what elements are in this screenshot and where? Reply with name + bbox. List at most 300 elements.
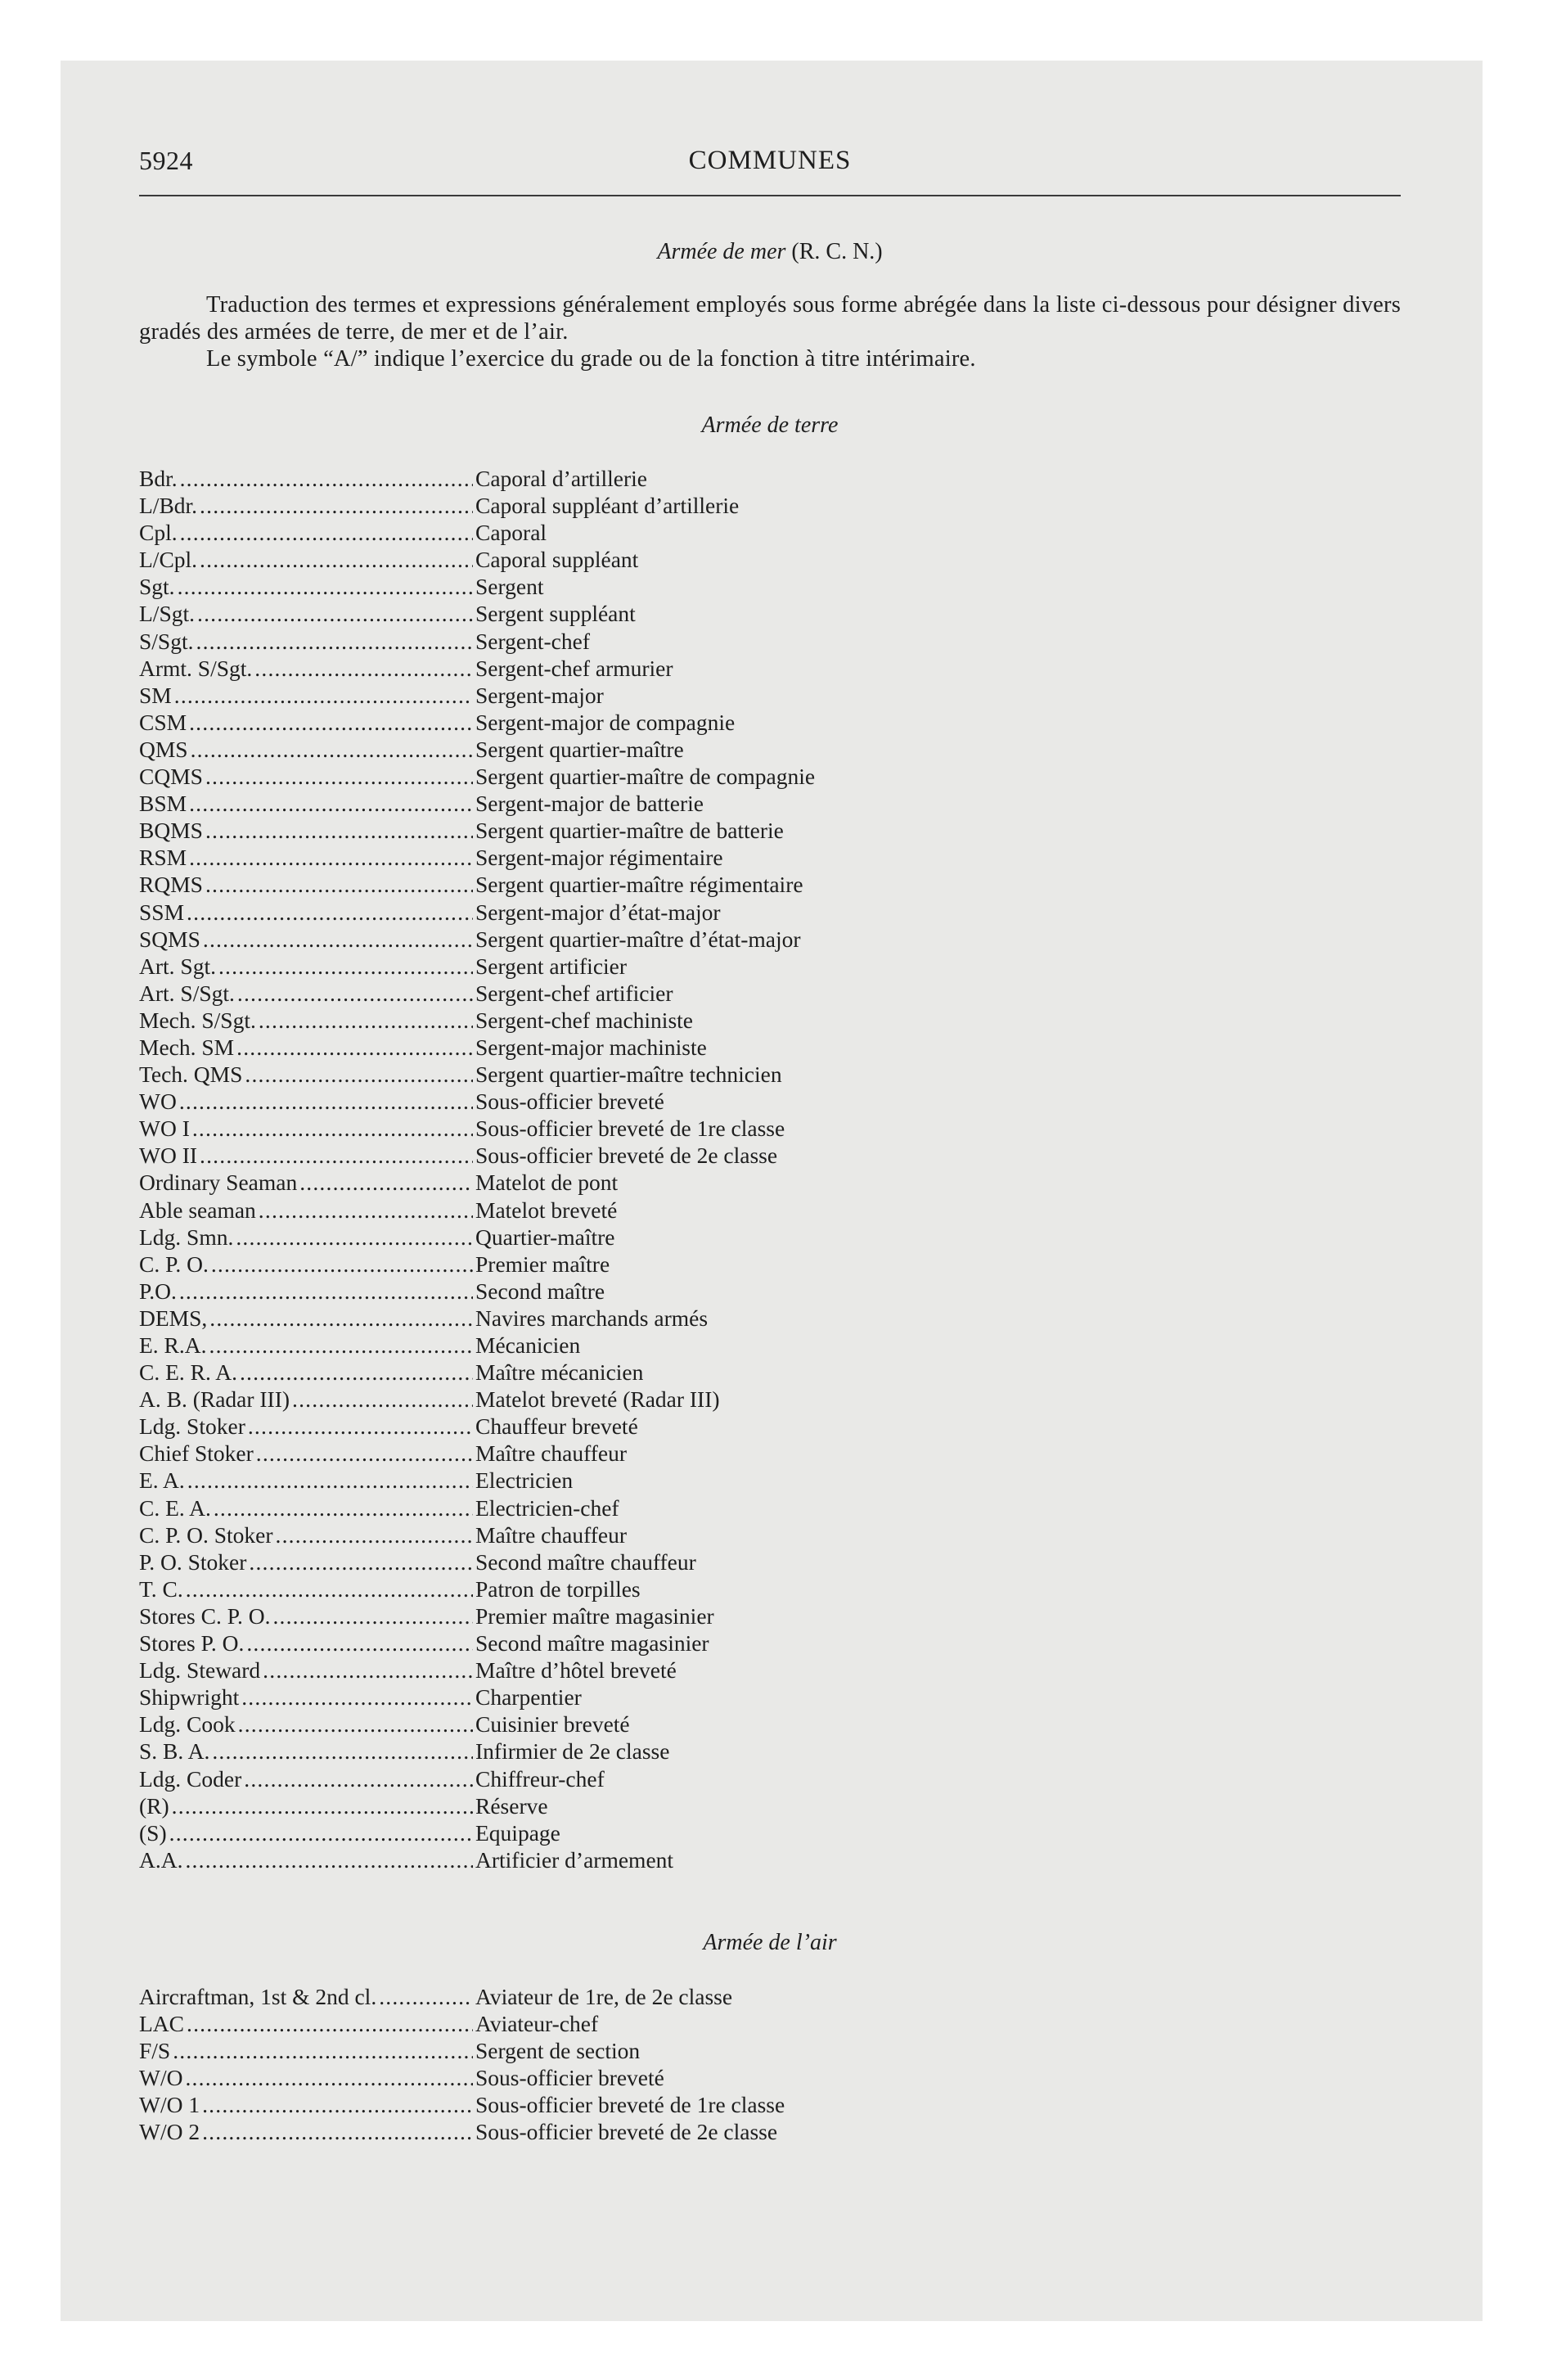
term-row xyxy=(139,871,815,898)
dot-leader xyxy=(180,465,473,492)
section-title-armee-de-terre: Armée de terre xyxy=(701,412,839,438)
term-row xyxy=(139,1197,815,1224)
term-abbreviation-cell xyxy=(139,817,473,844)
term-row xyxy=(139,1548,815,1575)
term-row xyxy=(139,492,815,519)
term-abbreviation-cell xyxy=(139,1169,473,1196)
term-abbreviation-cell xyxy=(139,1251,473,1278)
term-row xyxy=(139,1088,815,1115)
term-abbreviation: A.A. xyxy=(139,1846,183,1873)
term-abbreviation: LAC xyxy=(139,2011,184,2037)
term-abbreviation-cell xyxy=(139,1765,473,1792)
dot-leader xyxy=(244,1765,473,1792)
term-meaning: Sergent quartier-maître xyxy=(475,736,684,762)
dot-leader xyxy=(173,2037,473,2064)
term-row xyxy=(139,2010,785,2037)
term-meaning: Sous-officier breveté de 1re classe xyxy=(475,1116,785,1142)
dot-leader xyxy=(209,1332,474,1359)
term-row xyxy=(139,1034,815,1061)
term-meaning: Sous-officier breveté de 2e classe xyxy=(475,2119,778,2145)
term-row xyxy=(139,1629,815,1657)
term-abbreviation: SSM xyxy=(139,899,185,925)
dot-leader xyxy=(187,899,473,926)
term-row xyxy=(139,1765,815,1792)
term-abbreviation: CQMS xyxy=(139,764,203,790)
term-abbreviation: W/O 1 xyxy=(139,2092,200,2118)
dot-leader xyxy=(246,1629,473,1657)
term-meaning: Artificier d’armement xyxy=(475,1846,674,1873)
dot-leader xyxy=(185,2064,473,2091)
term-abbreviation: SQMS xyxy=(139,926,200,952)
dot-leader xyxy=(236,1034,473,1061)
term-row xyxy=(139,628,815,655)
term-meaning: Electricien xyxy=(475,1467,574,1494)
dot-leader xyxy=(259,1197,473,1224)
dot-leader xyxy=(237,980,473,1007)
term-row xyxy=(139,1278,815,1305)
term-abbreviation: W/O xyxy=(139,2065,183,2091)
term-row xyxy=(139,682,815,709)
term-row xyxy=(139,1440,815,1467)
dot-leader xyxy=(200,1142,473,1169)
term-abbreviation: Stores C. P. O. xyxy=(139,1602,271,1629)
term-abbreviation-cell xyxy=(139,2010,473,2037)
terms-list-armee-de-lair xyxy=(139,1983,785,2146)
term-abbreviation-cell xyxy=(139,600,473,627)
term-abbreviation-cell xyxy=(139,1359,473,1386)
term-row xyxy=(139,844,815,871)
term-abbreviation: Chief Stoker xyxy=(139,1440,254,1467)
term-row xyxy=(139,1224,815,1251)
term-row xyxy=(139,1305,815,1332)
term-meaning: Sergent artificier xyxy=(475,953,628,979)
term-row xyxy=(139,763,815,790)
dot-leader xyxy=(203,926,473,953)
term-row xyxy=(139,1386,815,1413)
term-abbreviation-cell xyxy=(139,1142,473,1169)
term-abbreviation-cell xyxy=(139,492,473,519)
term-row xyxy=(139,1251,815,1278)
term-meaning: Sergent xyxy=(475,574,544,600)
term-abbreviation: E. R.A. xyxy=(139,1332,207,1358)
term-abbreviation: Art. S/Sgt. xyxy=(139,980,235,1006)
term-meaning: Sergent-major d’état-major xyxy=(475,899,721,925)
term-row xyxy=(139,1684,815,1711)
term-meaning: Sergent quartier-maître d’état-major xyxy=(475,926,801,952)
term-meaning: Sous-officier breveté de 2e classe xyxy=(475,1143,778,1169)
term-abbreviation: E. A. xyxy=(139,1467,185,1494)
term-meaning: Second maître magasinier xyxy=(475,1630,709,1657)
dot-leader xyxy=(292,1386,473,1413)
term-abbreviation: RQMS xyxy=(139,872,203,898)
term-abbreviation: (S) xyxy=(139,1819,167,1846)
term-abbreviation-cell xyxy=(139,2091,473,2118)
term-meaning: Chauffeur breveté xyxy=(475,1413,638,1440)
term-row xyxy=(139,1142,815,1169)
term-meaning: Sergent-chef xyxy=(475,628,590,654)
dot-leader xyxy=(200,492,473,519)
dot-leader xyxy=(238,1711,473,1738)
term-abbreviation: Stores P. O. xyxy=(139,1630,245,1657)
term-row xyxy=(139,1007,815,1034)
dot-leader xyxy=(187,2010,473,2037)
dot-leader xyxy=(211,1251,473,1278)
term-row xyxy=(139,2064,785,2091)
term-meaning: Charpentier xyxy=(475,1684,582,1711)
dot-leader xyxy=(196,628,474,655)
term-row xyxy=(139,2118,785,2145)
term-meaning: Sergent de section xyxy=(475,2038,641,2064)
term-abbreviation: S/Sgt. xyxy=(139,628,194,654)
term-abbreviation-cell xyxy=(139,899,473,926)
term-row xyxy=(139,1602,815,1629)
term-abbreviation: W/O 2 xyxy=(139,2119,200,2145)
term-meaning: Sergent-major de batterie xyxy=(475,791,704,817)
dot-leader xyxy=(200,546,473,573)
dot-leader xyxy=(212,1738,473,1765)
term-abbreviation-cell xyxy=(139,1305,473,1332)
term-abbreviation: Ldg. Cook xyxy=(139,1711,236,1738)
dot-leader xyxy=(209,1305,473,1332)
term-meaning: Infirmier de 2e classe xyxy=(475,1738,670,1765)
term-meaning: Maître mécanicien xyxy=(475,1359,644,1386)
term-meaning: Cuisinier breveté xyxy=(475,1711,630,1738)
term-abbreviation-cell xyxy=(139,844,473,871)
term-abbreviation-cell xyxy=(139,655,473,682)
intro-paragraph: Le symbole “A/” indique l’exercice du grade ou de la fonction à titre intérimaire. xyxy=(206,346,976,372)
term-abbreviation-cell xyxy=(139,1278,473,1305)
term-abbreviation: (R) xyxy=(139,1792,169,1819)
term-meaning: Maître chauffeur xyxy=(475,1521,628,1548)
term-abbreviation: L/Bdr. xyxy=(139,493,198,519)
intro-heading-italic: Armée de mer xyxy=(657,239,786,264)
term-abbreviation-cell xyxy=(139,1061,473,1088)
dot-leader xyxy=(276,1521,474,1548)
term-meaning: Sergent quartier-maître technicien xyxy=(475,1062,782,1088)
term-abbreviation-cell xyxy=(139,573,473,600)
term-meaning: Aviateur-chef xyxy=(475,2011,599,2037)
intro-heading xyxy=(139,239,1401,265)
term-meaning: Sergent suppléant xyxy=(475,601,636,627)
term-abbreviation: F/S xyxy=(139,2038,171,2064)
term-abbreviation-cell xyxy=(139,2118,473,2145)
term-meaning: Sous-officier breveté xyxy=(475,2065,664,2091)
term-row xyxy=(139,2091,785,2118)
term-abbreviation: Art. Sgt. xyxy=(139,953,216,979)
page-header xyxy=(139,146,1401,187)
term-row xyxy=(139,953,815,980)
term-abbreviation-cell xyxy=(139,980,473,1007)
term-meaning: Sous-officier breveté de 1re classe xyxy=(475,2092,785,2118)
dot-leader xyxy=(189,844,473,871)
term-abbreviation-cell xyxy=(139,1657,473,1684)
term-meaning: Caporal d’artillerie xyxy=(475,466,647,491)
term-meaning: Sergent-chef machiniste xyxy=(475,1007,693,1033)
dot-leader xyxy=(189,790,473,817)
dot-leader xyxy=(259,1007,473,1034)
term-row xyxy=(139,1494,815,1521)
term-abbreviation-cell xyxy=(139,1575,473,1602)
term-abbreviation: WO I xyxy=(139,1116,190,1142)
term-meaning: Equipage xyxy=(475,1819,560,1846)
term-meaning: Caporal xyxy=(475,520,547,546)
term-abbreviation-cell xyxy=(139,2037,473,2064)
term-abbreviation: A. B. (Radar III) xyxy=(139,1386,290,1413)
term-abbreviation-cell xyxy=(139,682,473,709)
term-abbreviation: WO xyxy=(139,1089,177,1115)
term-abbreviation: C. E. R. A. xyxy=(139,1359,237,1386)
term-row xyxy=(139,1792,815,1819)
term-meaning: Patron de torpilles xyxy=(475,1575,641,1602)
dot-leader xyxy=(202,2091,473,2118)
term-row xyxy=(139,655,815,682)
term-abbreviation-cell xyxy=(139,953,473,980)
term-abbreviation: DEMS, xyxy=(139,1305,208,1331)
term-abbreviation-cell xyxy=(139,519,473,546)
dot-leader xyxy=(178,573,473,600)
term-meaning: Sergent quartier-maître de compagnie xyxy=(475,764,816,790)
term-abbreviation: Ldg. Steward xyxy=(139,1657,261,1684)
term-meaning: Navires marchands armés xyxy=(475,1305,709,1331)
intro-paragraph: Traduction des termes et expressions généralement employés sous forme abrégée dans la liste ci-dessous pour désigner divers gradés des armées de terre, de mer et de l’air. xyxy=(139,292,1401,345)
dot-leader xyxy=(272,1602,473,1629)
dot-leader xyxy=(179,1088,473,1115)
term-row xyxy=(139,1575,815,1602)
term-row xyxy=(139,1061,815,1088)
term-abbreviation-cell xyxy=(139,1548,473,1575)
term-abbreviation-cell xyxy=(139,1629,473,1657)
term-meaning: Maître chauffeur xyxy=(475,1440,628,1467)
term-abbreviation-cell xyxy=(139,736,473,763)
term-abbreviation-cell xyxy=(139,1034,473,1061)
term-abbreviation-cell xyxy=(139,1197,473,1224)
term-row xyxy=(139,1738,815,1765)
dot-leader xyxy=(187,1467,473,1494)
term-meaning: Caporal suppléant d’artillerie xyxy=(475,493,740,519)
term-abbreviation: Ldg. Smn. xyxy=(139,1224,234,1250)
term-row xyxy=(139,1169,815,1196)
term-row xyxy=(139,2037,785,2064)
term-abbreviation: QMS xyxy=(139,736,188,762)
term-meaning: Premier maître magasinier xyxy=(475,1602,714,1629)
dot-leader xyxy=(248,1413,473,1440)
term-meaning: Maître d’hôtel breveté xyxy=(475,1657,677,1684)
term-meaning: Caporal suppléant xyxy=(475,547,639,573)
term-abbreviation-cell xyxy=(139,1440,473,1467)
term-abbreviation: P. O. Stoker xyxy=(139,1548,247,1575)
term-abbreviation-cell xyxy=(139,1819,473,1846)
term-abbreviation-cell xyxy=(139,1088,473,1115)
dot-leader xyxy=(256,1440,473,1467)
dot-leader xyxy=(218,953,473,980)
term-meaning: Sergent-chef artificier xyxy=(475,980,673,1006)
term-meaning: Sergent-major régimentaire xyxy=(475,845,723,871)
term-row xyxy=(139,1521,815,1548)
term-abbreviation-cell xyxy=(139,1602,473,1629)
term-row xyxy=(139,465,815,492)
intro-heading-suffix: (R. C. N.) xyxy=(785,239,883,264)
dot-leader xyxy=(236,1224,473,1251)
term-abbreviation-cell xyxy=(139,2064,473,2091)
term-abbreviation-cell xyxy=(139,1738,473,1765)
term-abbreviation: Ordinary Seaman xyxy=(139,1170,298,1196)
dot-leader xyxy=(379,1983,473,2010)
term-abbreviation: SM xyxy=(139,682,172,708)
term-row xyxy=(139,600,815,627)
term-row xyxy=(139,1983,785,2010)
term-abbreviation: C. P. O. Stoker xyxy=(139,1521,273,1548)
term-abbreviation: Able seaman xyxy=(139,1197,256,1223)
term-abbreviation-cell xyxy=(139,628,473,655)
term-abbreviation: BQMS xyxy=(139,818,203,844)
dot-leader xyxy=(185,1846,473,1873)
header-rule xyxy=(139,195,1401,196)
term-abbreviation-cell xyxy=(139,465,473,492)
dot-leader xyxy=(205,871,473,898)
page-number: 5924 xyxy=(139,146,193,175)
term-row xyxy=(139,1711,815,1738)
term-abbreviation: Shipwright xyxy=(139,1684,240,1711)
term-abbreviation: Ldg. Coder xyxy=(139,1765,242,1792)
term-abbreviation-cell xyxy=(139,1983,473,2010)
term-meaning: Sergent quartier-maître régimentaire xyxy=(475,872,803,898)
dot-leader xyxy=(205,817,473,844)
term-abbreviation-cell xyxy=(139,1332,473,1359)
dot-leader xyxy=(180,519,473,546)
term-abbreviation: Bdr. xyxy=(139,466,178,491)
dot-leader xyxy=(263,1657,473,1684)
dot-leader xyxy=(245,1061,473,1088)
term-abbreviation-cell xyxy=(139,871,473,898)
term-meaning: Quartier-maître xyxy=(475,1224,615,1250)
term-row xyxy=(139,817,815,844)
dot-leader xyxy=(205,763,473,790)
term-abbreviation: C. E. A. xyxy=(139,1494,211,1521)
term-row xyxy=(139,899,815,926)
term-row xyxy=(139,980,815,1007)
term-row xyxy=(139,1657,815,1684)
term-meaning: Chiffreur-chef xyxy=(475,1765,605,1792)
dot-leader xyxy=(179,1278,473,1305)
term-meaning: Sergent-chef armurier xyxy=(475,655,673,681)
dot-leader xyxy=(169,1819,473,1846)
term-abbreviation-cell xyxy=(139,546,473,573)
term-abbreviation: S. B. A. xyxy=(139,1738,210,1765)
term-meaning: Second maître xyxy=(475,1278,605,1304)
term-abbreviation-cell xyxy=(139,1711,473,1738)
term-row xyxy=(139,709,815,736)
term-row xyxy=(139,1819,815,1846)
dot-leader xyxy=(240,1359,473,1386)
term-row xyxy=(139,1846,815,1873)
term-row xyxy=(139,1413,815,1440)
dot-leader xyxy=(172,1792,473,1819)
dot-leader xyxy=(197,600,473,627)
term-meaning: Matelot breveté (Radar III) xyxy=(475,1386,720,1413)
term-meaning: Aviateur de 1re, de 2e classe xyxy=(475,1984,733,2009)
term-abbreviation: P.O. xyxy=(139,1278,177,1304)
term-abbreviation: Mech. SM xyxy=(139,1034,235,1060)
dot-leader xyxy=(214,1494,473,1521)
term-row xyxy=(139,736,815,763)
term-abbreviation: Sgt. xyxy=(139,574,175,600)
term-row xyxy=(139,1359,815,1386)
term-abbreviation: L/Sgt. xyxy=(139,601,195,627)
term-abbreviation-cell xyxy=(139,763,473,790)
term-abbreviation-cell xyxy=(139,1521,473,1548)
term-abbreviation-cell xyxy=(139,1386,473,1413)
term-abbreviation-cell xyxy=(139,1413,473,1440)
term-row xyxy=(139,926,815,953)
term-abbreviation-cell xyxy=(139,790,473,817)
term-abbreviation-cell xyxy=(139,926,473,953)
running-head: COMMUNES xyxy=(688,146,852,175)
term-row xyxy=(139,573,815,600)
term-abbreviation: C. P. O. xyxy=(139,1251,209,1277)
terms-list-armee-de-terre xyxy=(139,465,815,1873)
term-abbreviation: Armt. S/Sgt. xyxy=(139,655,253,681)
term-row xyxy=(139,519,815,546)
dot-leader xyxy=(189,709,473,736)
term-abbreviation: RSM xyxy=(139,845,187,871)
term-abbreviation: Mech. S/Sgt. xyxy=(139,1007,256,1033)
term-abbreviation-cell xyxy=(139,1115,473,1142)
term-abbreviation-cell xyxy=(139,1467,473,1494)
term-abbreviation-cell xyxy=(139,1494,473,1521)
dot-leader xyxy=(191,736,473,763)
term-abbreviation-cell xyxy=(139,1846,473,1873)
term-abbreviation-cell xyxy=(139,1007,473,1034)
dot-leader xyxy=(192,1115,473,1142)
term-meaning: Matelot breveté xyxy=(475,1197,618,1223)
term-row xyxy=(139,1467,815,1494)
term-meaning: Sous-officier breveté xyxy=(475,1089,664,1115)
term-row xyxy=(139,1332,815,1359)
term-meaning: Réserve xyxy=(475,1792,548,1819)
dot-leader xyxy=(254,655,473,682)
term-abbreviation: WO II xyxy=(139,1143,198,1169)
term-row xyxy=(139,1115,815,1142)
term-abbreviation: T. C. xyxy=(139,1575,183,1602)
dot-leader xyxy=(186,1575,473,1602)
term-abbreviation: Cpl. xyxy=(139,520,178,546)
term-abbreviation-cell xyxy=(139,1224,473,1251)
term-meaning: Sergent quartier-maître de batterie xyxy=(475,818,784,844)
dot-leader xyxy=(174,682,473,709)
term-meaning: Mécanicien xyxy=(475,1332,581,1358)
intro-paragraphs xyxy=(139,291,1401,372)
term-meaning: Sergent-major xyxy=(475,682,604,708)
term-meaning: Second maître chauffeur xyxy=(475,1548,696,1575)
term-row xyxy=(139,790,815,817)
term-meaning: Premier maître xyxy=(475,1251,610,1277)
term-meaning: Matelot de pont xyxy=(475,1170,619,1196)
term-meaning: Electricien-chef xyxy=(475,1494,619,1521)
term-abbreviation: BSM xyxy=(139,791,187,817)
term-abbreviation-cell xyxy=(139,1792,473,1819)
term-abbreviation: CSM xyxy=(139,709,187,735)
term-abbreviation-cell xyxy=(139,709,473,736)
term-abbreviation: L/Cpl. xyxy=(139,547,198,573)
term-abbreviation: Ldg. Stoker xyxy=(139,1413,245,1440)
dot-leader xyxy=(299,1169,473,1196)
term-meaning: Sergent-major machiniste xyxy=(475,1034,707,1060)
term-abbreviation: Aircraftman, 1st & 2nd cl. xyxy=(139,1984,377,2009)
dot-leader xyxy=(241,1684,473,1711)
dot-leader xyxy=(249,1548,473,1575)
term-abbreviation: Tech. QMS xyxy=(139,1062,243,1088)
term-abbreviation-cell xyxy=(139,1684,473,1711)
